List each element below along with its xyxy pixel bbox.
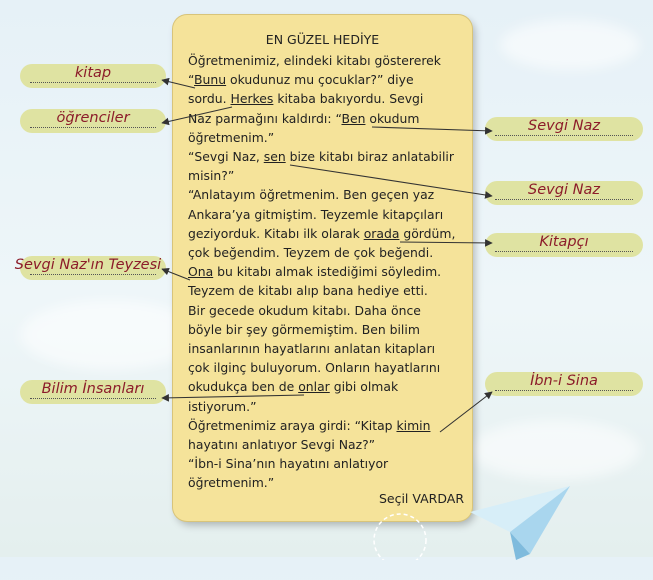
story-segment: okudunuz mu çocuklar?” diye xyxy=(226,72,414,88)
story-segment: öğretmenim.” xyxy=(188,475,275,491)
underlined-word: orada xyxy=(363,225,400,241)
story-segment: gördüm, xyxy=(399,225,456,241)
story-segment: “Sevgi Naz, xyxy=(188,149,264,165)
story-segment: Bir gecede okudum kitabı. Daha önce xyxy=(188,302,421,318)
story-segment: bize kitabı biraz anlatabilir xyxy=(285,149,454,165)
arrow-onlar xyxy=(162,395,304,398)
story-segment: “Anlatayım öğretmenim. Ben geçen yaz xyxy=(188,187,435,203)
story-segment: sordu. xyxy=(188,91,231,107)
arrow-ben xyxy=(372,127,492,131)
answer-text: Bilim İnsanları xyxy=(41,381,145,397)
dashed-circle-decoration xyxy=(370,510,430,560)
story-segment: Öğretmenimiz, elindeki kitabı göstererek xyxy=(188,53,441,68)
underlined-word: onlar xyxy=(298,379,330,395)
story-segment: öğretmenim.” xyxy=(188,129,275,145)
story-segment: geziyorduk. Kitabı ilk olarak xyxy=(188,225,364,241)
answer-text: öğrenciler xyxy=(56,110,130,126)
arrow-orada xyxy=(400,242,492,243)
story-author: Seçil VARDAR xyxy=(378,491,464,506)
story-segment: insanlarının hayatlarını anlatan kitapları xyxy=(188,341,436,357)
story-segment: “İbn-i Sina’nın hayatını anlatıyor xyxy=(188,456,389,472)
story-segment: böyle bir şey görmemiştim. Ben bilim xyxy=(188,321,420,337)
underlined-word: Ona xyxy=(188,264,214,280)
answer-text: Kitapçı xyxy=(539,234,589,250)
arrow-herkes xyxy=(162,107,232,123)
story-segment: okudukça ben de xyxy=(188,379,299,395)
underlined-word: kimin xyxy=(396,417,431,433)
story-segment: çok ilginç buluyorum. Onların hayatlarını xyxy=(188,360,441,376)
answer-text: İbn-i Sina xyxy=(530,373,598,389)
story-segment: istiyorum.” xyxy=(188,398,257,414)
story-segment: Naz parmağını kaldırdı: “ xyxy=(188,110,342,126)
story-segment: gibi olmak xyxy=(329,379,399,395)
story-segment: Ankara’ya gitmiştim. Teyzemle kitapçıları xyxy=(188,206,444,222)
answer-text: Sevgi Naz'ın Teyzesi xyxy=(14,257,162,273)
story-segment: Öğretmenimiz araya girdi: “Kitap xyxy=(188,417,397,433)
arrow-kimin xyxy=(440,392,492,432)
story-segment: çok beğendim. Teyzem de çok beğendi. xyxy=(188,245,434,261)
answer-text: Sevgi Naz xyxy=(528,118,600,134)
paper-plane-icon xyxy=(470,480,610,580)
story-segment: Teyzem de kitabı alıp bana hediye etti. xyxy=(188,283,428,299)
underlined-word: sen xyxy=(263,149,286,165)
story-segment: misin?” xyxy=(188,168,235,184)
answer-text: kitap xyxy=(74,65,112,81)
story-segment: okudum xyxy=(365,110,420,126)
story-segment: “ xyxy=(188,72,195,88)
arrow-sen xyxy=(290,165,492,196)
story-segment: bu kitabı almak istediğimi söyledim. xyxy=(213,264,442,280)
answer-text: Sevgi Naz xyxy=(528,182,600,198)
story-segment: hayatını anlatıyor Sevgi Naz?” xyxy=(188,437,376,453)
underlined-word: Herkes xyxy=(230,91,274,107)
arrow-ona xyxy=(162,269,190,280)
arrow-bunu xyxy=(162,80,195,88)
story-title: EN GÜZEL HEDİYE xyxy=(265,32,380,47)
underlined-word: Bunu xyxy=(194,72,227,88)
story-segment: kitaba bakıyordu. Sevgi xyxy=(273,91,424,107)
underlined-word: Ben xyxy=(341,110,366,126)
